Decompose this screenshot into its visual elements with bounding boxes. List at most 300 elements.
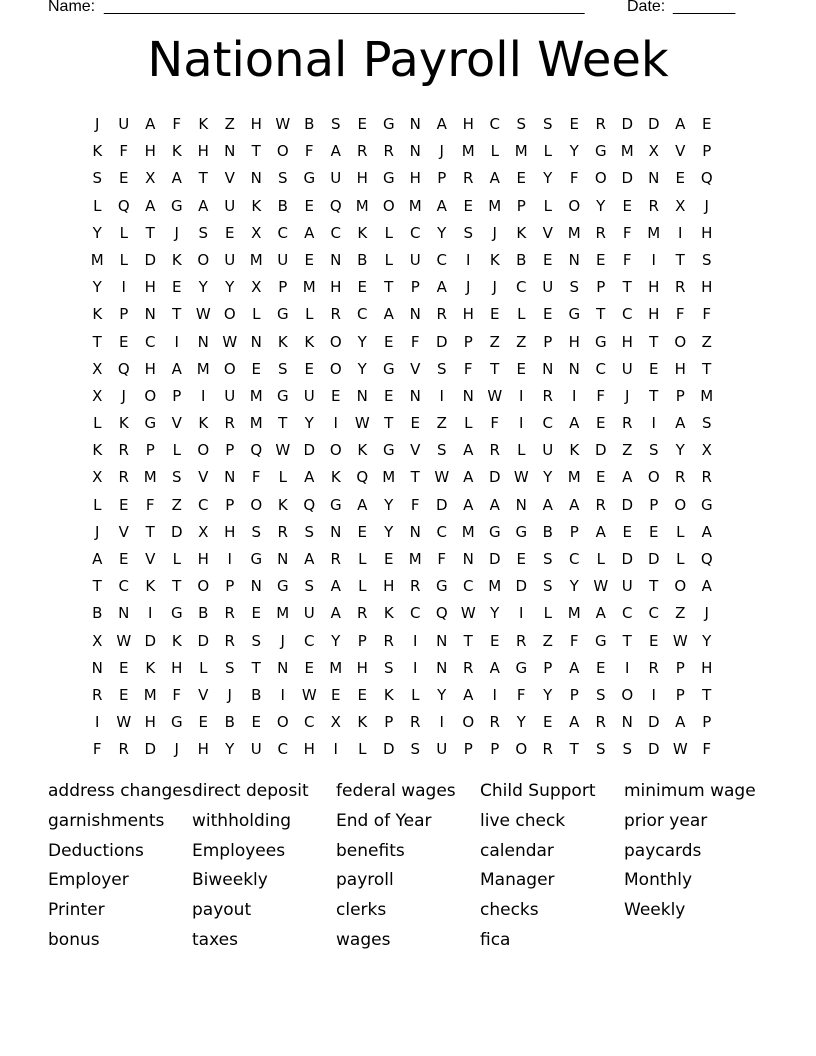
grid-letter: A	[198, 196, 209, 215]
grid-letter: L	[93, 196, 102, 215]
grid-letter: K	[171, 250, 182, 269]
grid-letter: D	[594, 441, 607, 460]
grid-letter: C	[489, 115, 500, 133]
grid-letter: R	[118, 441, 129, 460]
grid-letter: W	[195, 305, 211, 324]
grid-letter: L	[305, 305, 314, 324]
grid-letter: V	[224, 169, 235, 188]
grid-letter: Y	[92, 223, 102, 242]
grid-letter: M	[249, 250, 263, 269]
grid-letter: T	[92, 332, 102, 351]
grid-letter: Q	[117, 196, 130, 215]
grid-letter: E	[357, 685, 367, 704]
grid-letter: G	[276, 577, 289, 596]
grid-letter: C	[622, 305, 633, 324]
grid-letter: S	[463, 223, 474, 242]
grid-letter: R	[224, 631, 235, 650]
grid-letter: D	[303, 441, 316, 460]
grid-letter: Q	[329, 196, 342, 215]
grid-letter: B	[198, 604, 209, 623]
word-bank	[48, 777, 768, 956]
grid-letter: O	[144, 386, 157, 405]
grid-letter: G	[488, 522, 501, 541]
grid-letter: T	[278, 414, 288, 433]
grid-letter: N	[197, 332, 209, 351]
grid-letter: X	[648, 142, 659, 161]
grid-letter: Z	[224, 115, 235, 133]
grid-letter: D	[144, 631, 157, 650]
grid-letter: N	[621, 713, 633, 732]
grid-letter: I	[466, 250, 471, 269]
grid-letter: X	[92, 631, 103, 650]
grid-letter: S	[198, 223, 209, 242]
grid-letter: A	[304, 223, 315, 242]
word-bank-item: payout	[192, 900, 252, 921]
grid-letter: X	[251, 278, 262, 297]
grid-letter: F	[596, 386, 606, 405]
grid-letter: H	[701, 658, 713, 677]
grid-letter: U	[409, 250, 421, 269]
grid-letter: E	[622, 196, 632, 215]
word-bank-item: Child Support	[480, 781, 596, 801]
grid-letter: R	[436, 305, 447, 324]
grid-letter: E	[410, 414, 420, 433]
grid-letter: A	[171, 169, 182, 188]
grid-letter: I	[651, 414, 656, 433]
grid-letter: T	[675, 250, 685, 269]
word-bank-item: paycards	[624, 840, 702, 861]
grid-letter: B	[251, 685, 262, 704]
grid-letter: F	[702, 740, 712, 759]
grid-letter: R	[224, 414, 235, 433]
grid-letter: G	[303, 169, 316, 188]
word-bank-item: withholding	[192, 810, 292, 831]
grid-letter: U	[224, 196, 236, 215]
grid-letter: E	[304, 250, 314, 269]
grid-letter: M	[461, 522, 475, 541]
grid-letter: T	[145, 522, 155, 541]
grid-letter: W	[487, 386, 503, 405]
grid-letter: R	[648, 196, 659, 215]
grid-letter: A	[304, 468, 315, 487]
grid-letter: I	[280, 685, 285, 704]
grid-letter: Q	[435, 604, 448, 623]
grid-letter: Z	[542, 631, 553, 650]
grid-letter: W	[301, 685, 317, 704]
grid-letter: L	[676, 550, 685, 568]
grid-letter: R	[410, 577, 421, 596]
grid-letter: L	[199, 658, 208, 677]
grid-letter: V	[542, 223, 553, 242]
word-bank-item: clerks	[336, 900, 387, 921]
grid-letter: H	[171, 658, 183, 677]
grid-letter: L	[384, 250, 393, 269]
grid-letter: W	[593, 577, 609, 596]
grid-letter: U	[330, 169, 342, 188]
grid-letter: E	[384, 550, 394, 568]
grid-letter: Z	[489, 332, 500, 351]
grid-letter: J	[439, 142, 444, 161]
grid-letter: N	[409, 115, 421, 133]
grid-letter: Y	[225, 278, 235, 297]
grid-letter: X	[92, 468, 103, 487]
grid-letter: G	[594, 631, 607, 650]
grid-letter: P	[675, 658, 685, 677]
word-bank-item: End of Year	[336, 810, 432, 831]
word-bank-item: Employer	[48, 870, 129, 891]
grid-letter: M	[355, 196, 369, 215]
grid-letter: U	[224, 386, 236, 405]
grid-letter: N	[409, 386, 421, 405]
grid-letter: C	[145, 332, 156, 351]
grid-letter: I	[95, 713, 100, 732]
grid-letter: V	[145, 550, 156, 568]
grid-letter: A	[569, 658, 580, 677]
grid-letter: K	[277, 332, 288, 351]
word-bank-item: garnishments	[48, 810, 165, 831]
grid-letter: E	[596, 468, 606, 487]
grid-letter: S	[277, 359, 288, 378]
grid-letter: A	[701, 577, 712, 596]
grid-letter: T	[410, 468, 420, 487]
grid-letter: K	[171, 631, 182, 650]
grid-letter: X	[92, 386, 103, 405]
grid-letter: J	[227, 685, 232, 704]
grid-letter: F	[437, 550, 447, 568]
grid-letter: A	[463, 468, 474, 487]
word-bank-item: fica	[480, 929, 511, 950]
grid-letter: P	[675, 685, 685, 704]
grid-letter: O	[197, 250, 210, 269]
grid-letter: O	[382, 196, 395, 215]
grid-letter: P	[675, 386, 685, 405]
grid-letter: E	[119, 332, 129, 351]
grid-letter: Y	[702, 631, 712, 650]
grid-letter: L	[252, 305, 261, 324]
grid-letter: O	[647, 468, 660, 487]
grid-letter: F	[675, 305, 685, 324]
grid-letter: F	[119, 142, 129, 161]
grid-letter: C	[542, 414, 553, 433]
grid-letter: Z	[436, 414, 447, 433]
grid-letter: Q	[303, 495, 316, 514]
grid-letter: E	[675, 169, 685, 188]
grid-letter: S	[224, 658, 235, 677]
grid-letter: H	[144, 142, 156, 161]
grid-letter: N	[118, 604, 130, 623]
word-bank-item: wages	[336, 929, 391, 950]
grid-letter: E	[119, 685, 129, 704]
grid-letter: L	[358, 577, 367, 596]
grid-letter: J	[466, 278, 471, 297]
grid-letter: H	[197, 740, 209, 759]
grid-letter: F	[145, 495, 155, 514]
grid-letter: F	[569, 631, 579, 650]
grid-letter: I	[625, 658, 630, 677]
grid-letter: X	[145, 169, 156, 188]
grid-letter: Y	[384, 522, 394, 541]
grid-letter: A	[675, 414, 686, 433]
grid-letter: N	[250, 577, 262, 596]
grid-letter: D	[435, 495, 448, 514]
grid-letter: R	[118, 740, 129, 759]
grid-letter: E	[516, 550, 526, 568]
grid-letter: H	[144, 278, 156, 297]
grid-letter: K	[357, 441, 368, 460]
grid-letter: M	[488, 196, 502, 215]
grid-letter: G	[170, 196, 183, 215]
grid-letter: G	[382, 115, 395, 133]
grid-letter: Q	[356, 468, 369, 487]
name-label: Name:	[48, 0, 96, 15]
grid-letter: E	[516, 359, 526, 378]
word-bank-item: Printer	[48, 900, 105, 921]
grid-letter: R	[277, 522, 288, 541]
grid-letter: J	[121, 386, 126, 405]
grid-letter: U	[224, 250, 236, 269]
grid-letter: P	[278, 278, 288, 297]
grid-letter: K	[145, 658, 156, 677]
grid-letter: B	[304, 115, 315, 133]
grid-letter: J	[174, 223, 179, 242]
grid-letter: A	[463, 441, 474, 460]
grid-letter: R	[463, 658, 474, 677]
grid-letter: F	[410, 332, 420, 351]
grid-letter: A	[622, 468, 633, 487]
grid-letter: E	[172, 278, 182, 297]
grid-letter: G	[700, 495, 713, 514]
grid-letter: M	[461, 142, 475, 161]
grid-letter: O	[329, 359, 342, 378]
grid-letter: H	[330, 278, 342, 297]
grid-letter: L	[358, 740, 367, 759]
grid-letter: N	[277, 658, 289, 677]
grid-letter: T	[384, 414, 394, 433]
grid-letter: J	[95, 522, 100, 541]
grid-letter: N	[224, 142, 236, 161]
grid-letter: V	[198, 468, 209, 487]
grid-letter: O	[250, 495, 263, 514]
grid-letter: B	[224, 713, 235, 732]
grid-letter: N	[568, 250, 580, 269]
grid-letter: A	[569, 713, 580, 732]
grid-letter: H	[356, 169, 368, 188]
grid-letter: X	[675, 196, 686, 215]
word-bank-item: federal wages	[336, 781, 456, 801]
grid-letter: O	[329, 441, 342, 460]
grid-letter: J	[174, 740, 179, 759]
grid-letter: I	[519, 414, 524, 433]
grid-letter: W	[513, 468, 529, 487]
word-bank-item: Biweekly	[192, 870, 268, 891]
date-blank: _______	[673, 0, 736, 15]
grid-letter: E	[119, 550, 129, 568]
header-line	[48, 0, 748, 20]
letter-grid	[84, 111, 720, 764]
grid-letter: H	[224, 522, 236, 541]
grid-letter: C	[595, 359, 606, 378]
grid-letter: O	[276, 142, 289, 161]
grid-letter: G	[144, 414, 157, 433]
grid-letter: L	[676, 522, 685, 541]
grid-letter: N	[462, 550, 474, 568]
grid-letter: T	[172, 577, 182, 596]
grid-letter: S	[436, 441, 447, 460]
grid-letter: P	[145, 441, 155, 460]
grid-letter: K	[277, 495, 288, 514]
grid-letter: V	[118, 522, 129, 541]
grid-letter: F	[490, 414, 500, 433]
grid-letter: P	[225, 577, 235, 596]
grid-letter: D	[647, 740, 660, 759]
grid-letter: I	[121, 278, 126, 297]
word-bank-item: payroll	[336, 870, 394, 891]
grid-letter: H	[462, 115, 474, 133]
grid-letter: D	[621, 169, 634, 188]
word-bank-item: taxes	[192, 929, 238, 950]
grid-letter: N	[462, 386, 474, 405]
grid-letter: Y	[543, 169, 553, 188]
grid-letter: T	[198, 169, 208, 188]
grid-letter: E	[119, 658, 129, 677]
grid-letter: N	[91, 658, 103, 677]
grid-letter: S	[648, 441, 659, 460]
grid-letter: A	[463, 495, 474, 514]
grid-letter: P	[357, 631, 367, 650]
grid-letter: J	[625, 386, 630, 405]
grid-letter: Y	[437, 223, 447, 242]
grid-letter: X	[198, 522, 209, 541]
grid-letter: H	[409, 169, 421, 188]
grid-letter: A	[489, 495, 500, 514]
grid-letter: Z	[171, 495, 182, 514]
grid-letter: S	[701, 250, 712, 269]
grid-letter: A	[171, 359, 182, 378]
grid-letter: X	[701, 441, 712, 460]
grid-letter: M	[143, 685, 157, 704]
grid-letter: A	[595, 604, 606, 623]
grid-letter: T	[92, 577, 102, 596]
grid-letter: U	[621, 577, 633, 596]
grid-letter: R	[675, 278, 686, 297]
grid-letter: P	[702, 142, 712, 161]
grid-letter: B	[542, 522, 553, 541]
grid-letter: L	[119, 223, 128, 242]
grid-letter: S	[277, 169, 288, 188]
grid-letter: X	[330, 713, 341, 732]
grid-letter: E	[649, 522, 659, 541]
grid-letter: S	[92, 169, 103, 188]
grid-letter: A	[330, 142, 341, 161]
grid-letter: A	[304, 550, 315, 568]
grid-letter: S	[251, 522, 262, 541]
grid-letter: D	[647, 713, 660, 732]
grid-letter: Z	[675, 604, 686, 623]
grid-letter: I	[651, 250, 656, 269]
grid-letter: T	[384, 278, 394, 297]
grid-letter: I	[174, 332, 179, 351]
grid-letter: T	[569, 740, 579, 759]
grid-letter: G	[250, 550, 263, 568]
grid-letter: N	[409, 142, 421, 161]
grid-letter: J	[280, 631, 285, 650]
grid-letter: D	[647, 550, 660, 568]
grid-letter: K	[171, 142, 182, 161]
grid-letter: C	[436, 250, 447, 269]
grid-letter: V	[198, 685, 209, 704]
grid-letter: E	[357, 278, 367, 297]
grid-letter: G	[170, 604, 183, 623]
grid-letter: C	[410, 604, 421, 623]
grid-letter: E	[198, 713, 208, 732]
grid-letter: S	[542, 550, 553, 568]
grid-letter: O	[223, 305, 236, 324]
grid-letter: F	[702, 305, 712, 324]
grid-letter: T	[172, 305, 182, 324]
grid-letter: P	[463, 740, 473, 759]
grid-letter: E	[463, 196, 473, 215]
grid-letter: A	[569, 495, 580, 514]
grid-letter: Z	[701, 332, 712, 351]
grid-letter: C	[569, 550, 580, 568]
grid-letter: T	[702, 685, 712, 704]
grid-letter: R	[330, 550, 341, 568]
grid-letter: E	[569, 115, 579, 133]
grid-letter: C	[277, 740, 288, 759]
grid-letter: L	[172, 550, 181, 568]
grid-letter: R	[330, 305, 341, 324]
grid-letter: W	[672, 631, 688, 650]
grid-letter: E	[251, 604, 261, 623]
grid-letter: C	[277, 223, 288, 242]
grid-letter: G	[568, 305, 581, 324]
grid-letter: Y	[304, 414, 314, 433]
grid-letter: J	[492, 278, 497, 297]
grid-letter: E	[304, 658, 314, 677]
grid-letter: U	[542, 278, 554, 297]
grid-letter: C	[330, 223, 341, 242]
grid-letter: S	[542, 115, 553, 133]
grid-letter: A	[463, 685, 474, 704]
grid-letter: E	[596, 414, 606, 433]
grid-letter: I	[519, 386, 524, 405]
grid-letter: R	[648, 658, 659, 677]
grid-letter: H	[197, 142, 209, 161]
grid-letter: W	[116, 631, 132, 650]
grid-letter: K	[357, 713, 368, 732]
grid-letter: Y	[357, 332, 367, 351]
grid-letter: O	[674, 495, 687, 514]
grid-letter: T	[622, 278, 632, 297]
word-bank-item: minimum wage	[624, 781, 756, 801]
grid-letter: F	[569, 169, 579, 188]
grid-letter: W	[672, 740, 688, 759]
grid-letter: A	[330, 604, 341, 623]
grid-letter: O	[515, 740, 528, 759]
grid-letter: N	[568, 359, 580, 378]
grid-letter: L	[517, 305, 526, 324]
grid-letter: O	[329, 332, 342, 351]
grid-letter: Y	[569, 577, 579, 596]
grid-letter: E	[251, 713, 261, 732]
grid-letter: L	[411, 685, 420, 704]
grid-letter: H	[197, 550, 209, 568]
grid-letter: K	[92, 305, 103, 324]
grid-letter: N	[409, 522, 421, 541]
grid-letter: C	[118, 577, 129, 596]
word-bank-item: address changes	[48, 781, 192, 801]
grid-letter: T	[649, 386, 659, 405]
